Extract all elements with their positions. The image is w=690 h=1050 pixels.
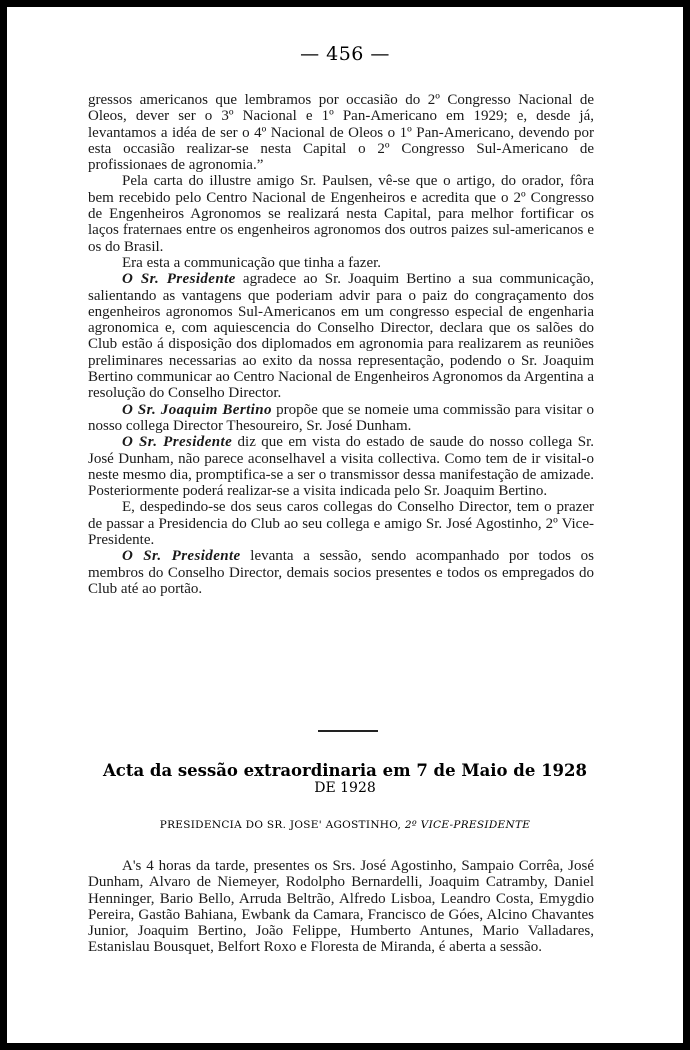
speaker-name: O Sr. Joaquim Bertino	[122, 401, 272, 418]
presidency-line	[7, 819, 683, 831]
paragraph-bertino-proposal	[88, 402, 594, 435]
paragraph-closing-remark: Era esta a communicação que tinha a fazer.	[122, 254, 382, 271]
paragraph-president-reply	[88, 271, 594, 401]
minutes-subheading: DE 1928	[314, 780, 376, 796]
paragraph-letter-quote: gressos americanos que lembramos por occasião do 2º Congresso Nacional de Oleos, dever ser o 3º Nacional e 1º Pan-Americano em 1929; e, desde já, levantamos a idéa de ser o 4º Nacional de Oleos o 1º Pan-Americano, devendo por esta occasião realizar-se nesta Capital o 2º Congresso Sul-Americano de profissionaes de agronomia.”	[88, 92, 594, 174]
paragraph-president-visit	[88, 434, 594, 499]
minutes-heading: Acta da sessão extraordinaria em 7 de Maio de 1928	[103, 761, 587, 780]
presidency-name: PRESIDENCIA DO SR. JOSE' AGOSTINHO,	[159, 819, 402, 831]
page-number: — 456 —	[300, 43, 390, 65]
presidency-role: 2º VICE-PRESIDENTE	[404, 819, 531, 831]
paragraph-session-opening: A's 4 horas da tarde, presentes os Srs. José Agostinho, Sampaio Corrêa, José Dunham, Alvaro de Niemeyer, Rodolpho Bernardelli, Joaquim Catramby, Daniel Henninger, Bario Bello, Arruda Beltrão, Alfredo Lisboa, Leandro Costa, Emygdio Pereira, Gastão Bahiana, Ewbank da Camara, Francisco de Góes, Alcino Chavantes Junior, Joaquim Bertino, João Felippe, Humberto Antunes, Mario Valladares, Estanislau Bousquet, Belfort Roxo e Floresta de Miranda, é aberta a sessão.	[88, 858, 594, 956]
speech-text: agradece ao Sr. Joaquim Bertino a sua communicação, salientando as vantagens que poderiam advir para o paiz do congraçamento dos engenheiros agronomos Sul-Americanos em um congresso especial de engenharia agronomica e, com aquiescencia do Conselho Director, declara que os salões do Club estão á disposição dos diplomados em agronomia para realizarem as reuniões preliminares necessarias ao exito da nossa representação, podendo o Sr. Joaquim Bertino communicar ao Centro Nacional de Engenheiros Agronomos da Argentina a resolução do Conselho Director.	[88, 271, 594, 402]
letter-section	[88, 92, 594, 597]
paragraph-session-closing	[88, 548, 594, 597]
speech-text: diz que em vista do estado de saude do nosso collega Sr. José Dunham, não parece aconselhavel a visita collectiva. Como tem de ir visital-o neste mesmo dia, promptifica-se a ser o transmissor dessa manifestação de amizade. Posteriormente poderá realizar-se a visita indicada pelo Sr. Joaquim Bertino.	[88, 434, 595, 500]
section-divider	[318, 730, 378, 732]
speech-text: propõe que se nomeie uma commissão para visitar o nosso collega Director Thesoureiro, Sr. José Dunham.	[88, 401, 594, 434]
paragraph-paulsen-letter: Pela carta do illustre amigo Sr. Paulsen, vê-se que o artigo, do orador, fôra bem recebido pelo Centro Nacional de Engenheiros e acredita que o 2º Congresso de Engenheiros Agronomos se realizará nesta Capital, para melhor fortificar os laços fraternaes entre os engenheiros agronomos dos outros paizes sul-americanos e os do Brasil.	[88, 173, 594, 255]
speech-text: levanta a sessão, sendo acompanhado por todos os membros do Conselho Director, demais socios presentes e todos os empregados do Club até ao portão.	[88, 548, 594, 597]
paragraph-farewell: E, despedindo-se dos seus caros collegas do Conselho Director, tem o prazer de passar a Presidencia do Club ao seu collega e amigo Sr. José Agostinho, 2º Vice-Presidente.	[88, 499, 594, 549]
speaker-name: O Sr. Presidente	[122, 548, 241, 565]
speaker-name: O Sr. Presidente	[122, 434, 233, 451]
speaker-name: O Sr. Presidente	[122, 271, 236, 288]
document-page	[7, 7, 683, 1043]
